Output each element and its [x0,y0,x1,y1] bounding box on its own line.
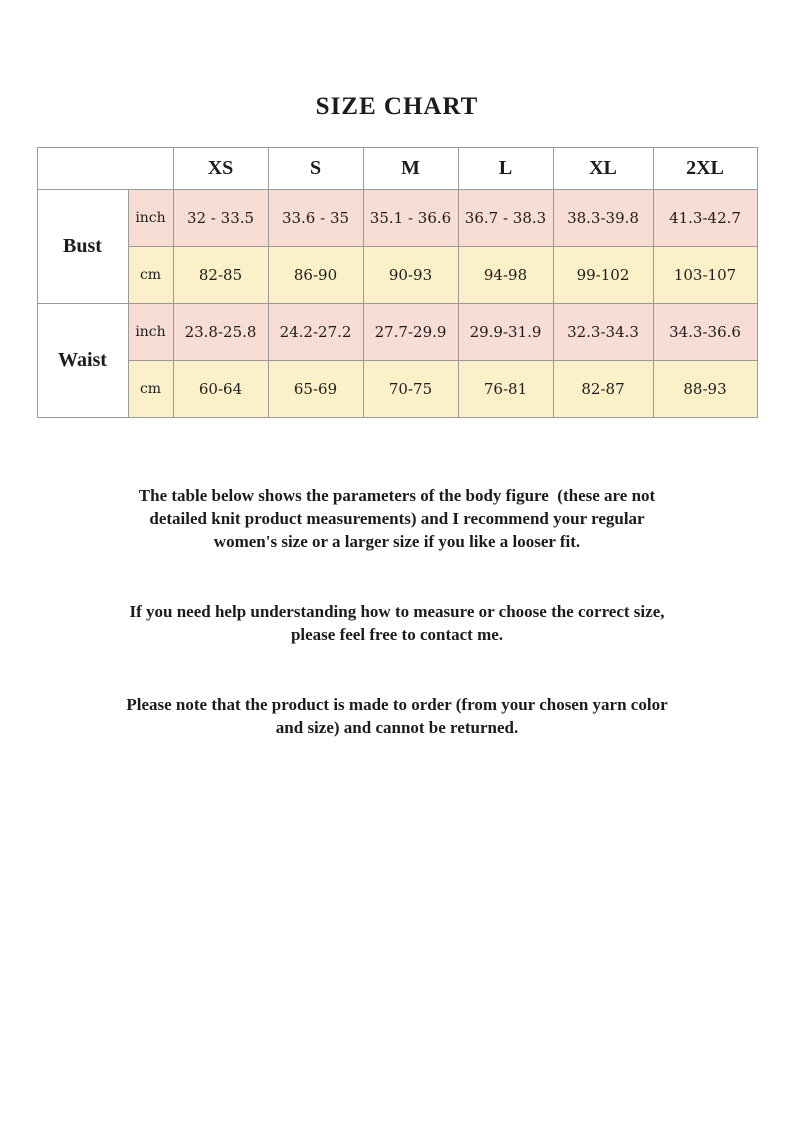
paragraph-line: women's size or a larger size if you like a looser fit. [213,532,581,551]
table-body [37,190,757,418]
bust-unit-inch: inch [128,190,173,247]
paragraph-line: The table below shows the parameters of the body figure (these are not [138,486,656,505]
paragraph-line: If you need help understanding how to measure or choose the correct size, [129,602,665,621]
bust-cm-row [37,247,757,304]
waist-inch-2xl: 34.3-36.6 [653,304,757,361]
row-label-bust: Bust [37,190,128,304]
waist-cm-xs: 60-64 [173,361,268,418]
waist-inch-l: 29.9-31.9 [458,304,553,361]
size-header-xs: XS [173,148,268,190]
size-header-2xl: 2XL [653,148,757,190]
waist-cm-xl: 82-87 [553,361,653,418]
size-header-m: M [363,148,458,190]
paragraph-line: and size) and cannot be returned. [275,718,519,737]
bust-inch-l: 36.7 - 38.3 [458,190,553,247]
bust-unit-cm: cm [128,247,173,304]
bust-cm-2xl: 103-107 [653,247,757,304]
size-header-s: S [268,148,363,190]
size-header-row [37,148,757,190]
bust-cm-s: 86-90 [268,247,363,304]
bust-cm-xl: 99-102 [553,247,653,304]
waist-cm-s: 65-69 [268,361,363,418]
bust-inch-xs: 32 - 33.5 [173,190,268,247]
notes-section [0,484,794,739]
bust-inch-row [37,190,757,247]
waist-inch-s: 24.2-27.2 [268,304,363,361]
paragraph-line: Please note that the product is made to order (from your chosen yarn color [126,695,668,714]
waist-cm-l: 76-81 [458,361,553,418]
waist-cm-m: 70-75 [363,361,458,418]
paragraph-body-figure-note [0,484,794,553]
paragraph-line: please feel free to contact me. [290,625,504,644]
corner-cell [37,148,173,190]
waist-cm-row [37,361,757,418]
table-header [37,148,757,190]
bust-inch-s: 33.6 - 35 [268,190,363,247]
waist-inch-xl: 32.3-34.3 [553,304,653,361]
size-header-xl: XL [553,148,653,190]
paragraph-made-to-order-note [0,693,794,739]
size-chart-table [37,147,758,418]
waist-unit-inch: inch [128,304,173,361]
bust-inch-xl: 38.3-39.8 [553,190,653,247]
size-header-l: L [458,148,553,190]
page-title: SIZE CHART [315,93,479,120]
waist-unit-cm: cm [128,361,173,418]
waist-inch-m: 27.7-29.9 [363,304,458,361]
waist-inch-row [37,304,757,361]
paragraph-line: detailed knit product measurements) and I recommend your regular [149,509,645,528]
row-label-waist: Waist [37,304,128,418]
waist-inch-xs: 23.8-25.8 [173,304,268,361]
bust-cm-xs: 82-85 [173,247,268,304]
bust-inch-2xl: 41.3-42.7 [653,190,757,247]
bust-inch-m: 35.1 - 36.6 [363,190,458,247]
bust-cm-m: 90-93 [363,247,458,304]
paragraph-help-note [0,600,794,646]
waist-cm-2xl: 88-93 [653,361,757,418]
bust-cm-l: 94-98 [458,247,553,304]
